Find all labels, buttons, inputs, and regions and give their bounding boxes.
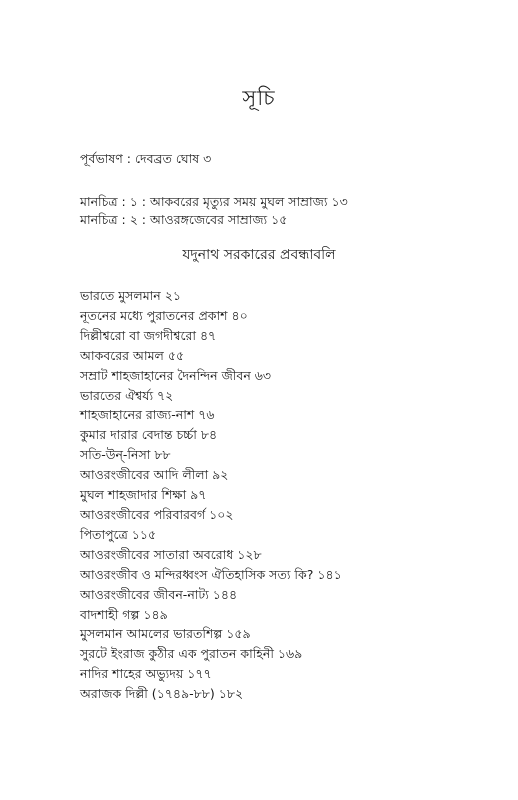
map-entry-2: মানচিত্র : ২ : আওরঙ্গজেবের সাম্রাজ্য ১৫ — [80, 212, 288, 227]
toc-entry: শাহজাহানের রাজ্য-নাশ ৭৬ — [80, 407, 215, 423]
toc-entry: সুরটে ইংরাজ কুঠীর এক পুরাতন কাহিনী ১৬৯ — [80, 646, 303, 662]
toc-entry: দিল্লীশ্বরো বা জগদীশ্বরো ৪৭ — [80, 327, 217, 343]
toc-entry: আকবরের আমল ৫৫ — [80, 347, 185, 363]
toc-entry: আওরংজীবের আদি লীলা ৯২ — [80, 467, 229, 483]
toc-entry: আওরংজীব ও মন্দিরধ্বংস ঐতিহাসিক সত্য কি? ১৪১ — [80, 566, 342, 582]
toc-entry: সম্রাট শাহজাহানের দৈনন্দিন জীবন ৬৩ — [80, 367, 272, 383]
toc-entry: ভারতে মুসলমান ২১ — [80, 288, 181, 303]
toc-list — [80, 286, 342, 704]
toc-entry: নূতনের মধ্যে পুরাতনের প্রকাশ ৪০ — [80, 307, 248, 323]
toc-entry: সতি-উন্-নিসা ৮৮ — [80, 447, 171, 463]
toc-entry: ভারতের ঐশ্বর্য্য ৭২ — [80, 387, 174, 403]
section-heading: যদুনাথ সরকারের প্রবন্ধাবলি — [182, 247, 336, 263]
toc-entry: আওরংজীবের সাতারা অবরোধ ১২৮ — [80, 546, 262, 562]
map-entry-1: মানচিত্র : ১ : আকবরের মৃত্যুর সময় মুঘল সাম্রাজ্য ১৩ — [80, 194, 348, 209]
toc-entry: বাদশাহী গল্প ১৪৯ — [80, 606, 168, 622]
page-title: সূচি — [242, 86, 276, 110]
foreword-entry: পূর্বভাষণ : দেবব্রত ঘোষ ৩ — [80, 151, 212, 166]
toc-entry: মুসলমান আমলের ভারতশিল্প ১৫৯ — [80, 626, 251, 642]
toc-entry: পিতাপুত্রে ১১৫ — [80, 526, 157, 542]
toc-entry: মুঘল শাহজাদার শিক্ষা ৯৭ — [80, 487, 207, 503]
toc-entry: আওরংজীবের জীবন-নাট্য ১৪৪ — [80, 586, 238, 602]
toc-entry: আওরংজীবের পরিবারবর্গ ১০২ — [80, 506, 234, 522]
toc-entry: কুমার দারার বেদান্ত চর্চ্চা ৮৪ — [80, 427, 218, 443]
toc-entry: নাদির শাহের অভ্যুদয় ১৭৭ — [80, 666, 212, 682]
toc-entry: অরাজক দিল্লী (১৭৪৯-৮৮) ১৮২ — [80, 686, 244, 702]
